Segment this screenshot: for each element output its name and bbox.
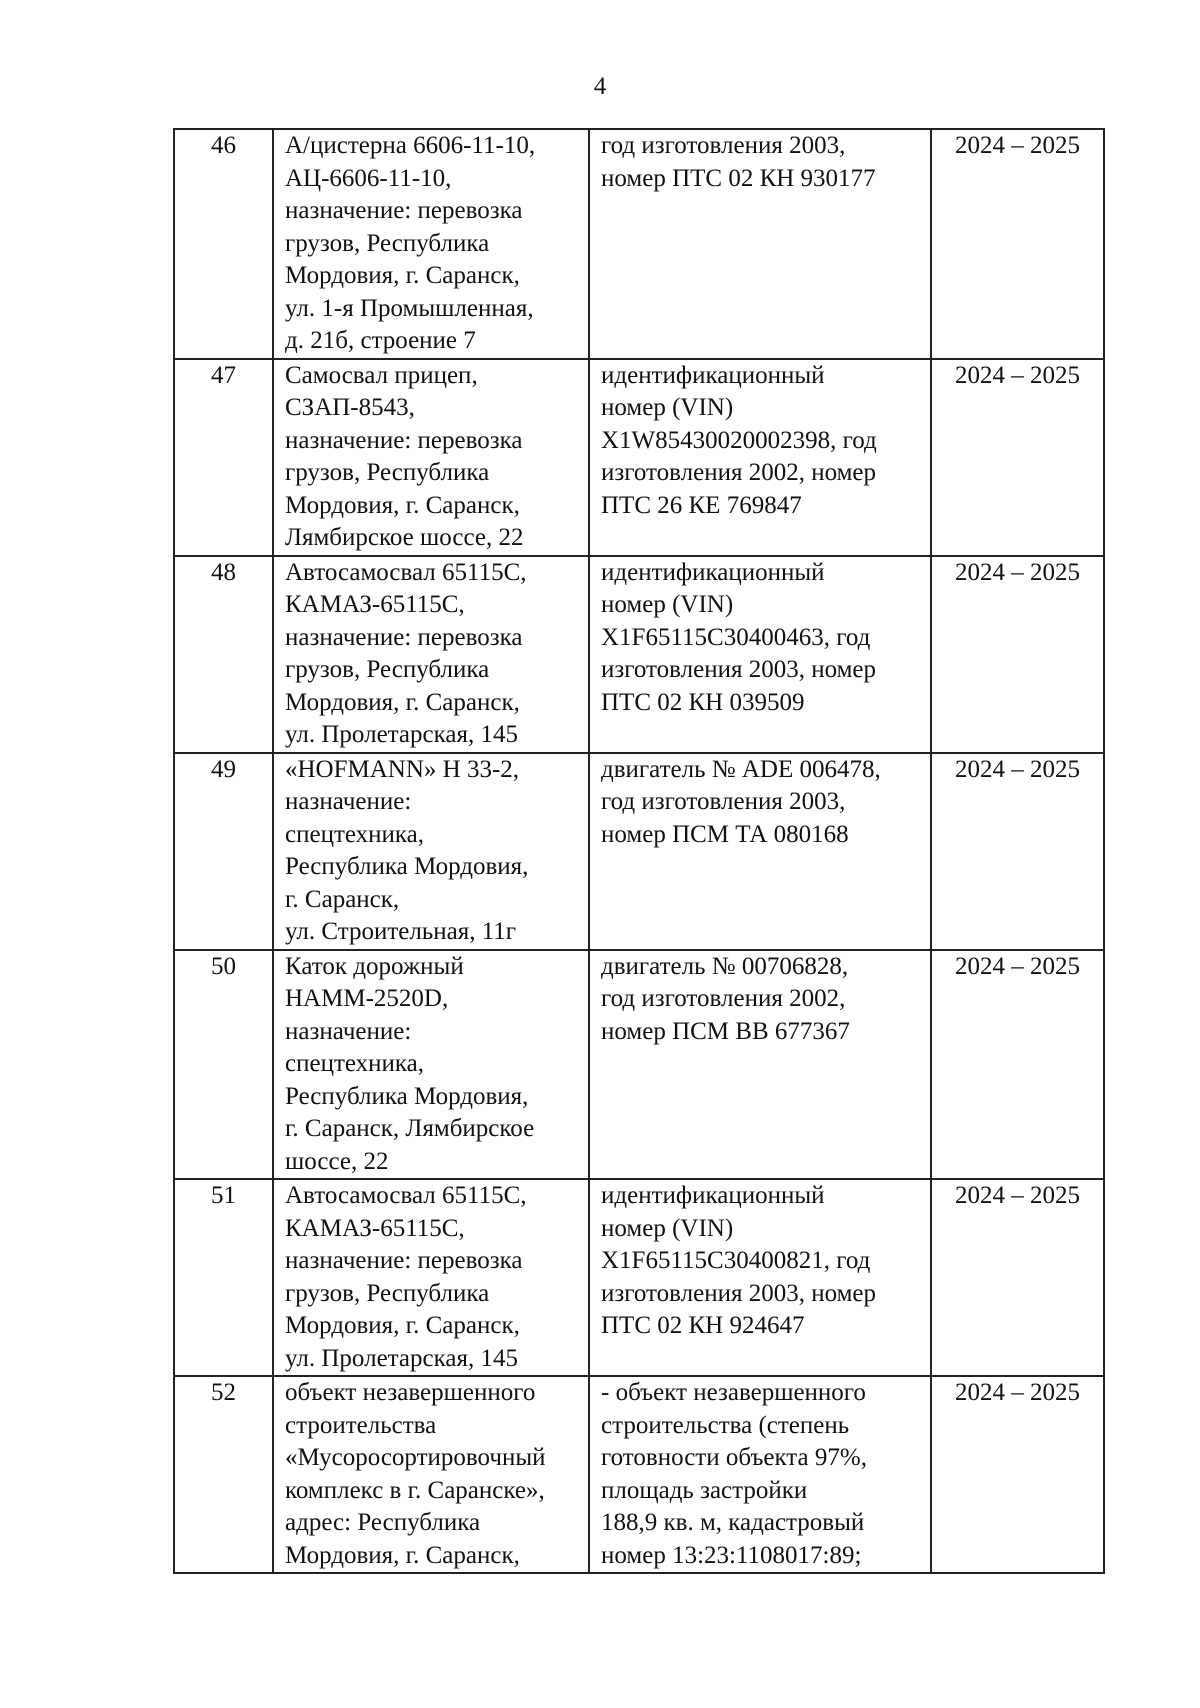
object-name-cell: Автосамосвал 65115С, КАМАЗ-65115С, назначение: перевозка грузов, Республика Мордовия, г. Саранск, ул. Пролетарская, 145 <box>273 1179 589 1376</box>
object-details-cell: год изготовления 2003, номер ПТС 02 КН 930177 <box>589 129 931 359</box>
object-details-cell: идентификационный номер (VIN) X1F65115C30400821, год изготовления 2003, номер ПТС 02 КН 924647 <box>589 1179 931 1376</box>
row-number: 46 <box>174 129 273 359</box>
object-name-cell: А/цистерна 6606-11-10, АЦ-6606-11-10, назначение: перевозка грузов, Республика Мордовия, г. Саранск, ул. 1-я Промышленная, д. 21б, строение 7 <box>273 129 589 359</box>
object-details-cell: идентификационный номер (VIN) X1W85430020002398, год изготовления 2002, номер ПТС 26 КЕ 769847 <box>589 359 931 556</box>
table-row <box>174 556 1104 753</box>
object-name-cell: Автосамосвал 65115С, КАМАЗ-65115С, назначение: перевозка грузов, Республика Мордовия, г. Саранск, ул. Пролетарская, 145 <box>273 556 589 753</box>
row-number: 52 <box>174 1376 273 1573</box>
row-number: 49 <box>174 753 273 950</box>
table-row <box>174 359 1104 556</box>
period-cell: 2024 – 2025 <box>931 129 1104 359</box>
object-name-cell: объект незавершенного строительства «Мусоросортировочный комплекс в г. Саранске», адрес: Республика Мордовия, г. Саранск, <box>273 1376 589 1573</box>
table-row <box>174 753 1104 950</box>
object-name-cell: Самосвал прицеп, СЗАП-8543, назначение: перевозка грузов, Республика Мордовия, г. Саранск, Лямбирское шоссе, 22 <box>273 359 589 556</box>
object-details-cell: двигатель № 00706828, год изготовления 2002, номер ПСМ ВВ 677367 <box>589 950 931 1180</box>
object-name-cell: Каток дорожный HAMM-2520D, назначение: спецтехника, Республика Мордовия, г. Саранск, Лямбирское шоссе, 22 <box>273 950 589 1180</box>
object-details-cell: - объект незавершенного строительства (степень готовности объекта 97%, площадь застройки 188,9 кв. м, кадастровый номер 13:23:1108017:89; <box>589 1376 931 1573</box>
page-number: 4 <box>593 73 607 100</box>
object-details-cell: двигатель № ADE 006478, год изготовления 2003, номер ПСМ ТА 080168 <box>589 753 931 950</box>
period-cell: 2024 – 2025 <box>931 359 1104 556</box>
table-row <box>174 1376 1104 1573</box>
object-name-cell: «HOFMANN» H 33-2, назначение: спецтехника, Республика Мордовия, г. Саранск, ул. Строительная, 11г <box>273 753 589 950</box>
row-number: 50 <box>174 950 273 1180</box>
table-row <box>174 950 1104 1180</box>
property-table <box>173 128 1105 1574</box>
period-cell: 2024 – 2025 <box>931 556 1104 753</box>
object-details-cell: идентификационный номер (VIN) X1F65115C30400463, год изготовления 2003, номер ПТС 02 КН 039509 <box>589 556 931 753</box>
row-number: 51 <box>174 1179 273 1376</box>
table-row <box>174 1179 1104 1376</box>
period-cell: 2024 – 2025 <box>931 753 1104 950</box>
row-number: 47 <box>174 359 273 556</box>
row-number: 48 <box>174 556 273 753</box>
period-cell: 2024 – 2025 <box>931 1376 1104 1573</box>
table-row <box>174 129 1104 359</box>
period-cell: 2024 – 2025 <box>931 1179 1104 1376</box>
period-cell: 2024 – 2025 <box>931 950 1104 1180</box>
